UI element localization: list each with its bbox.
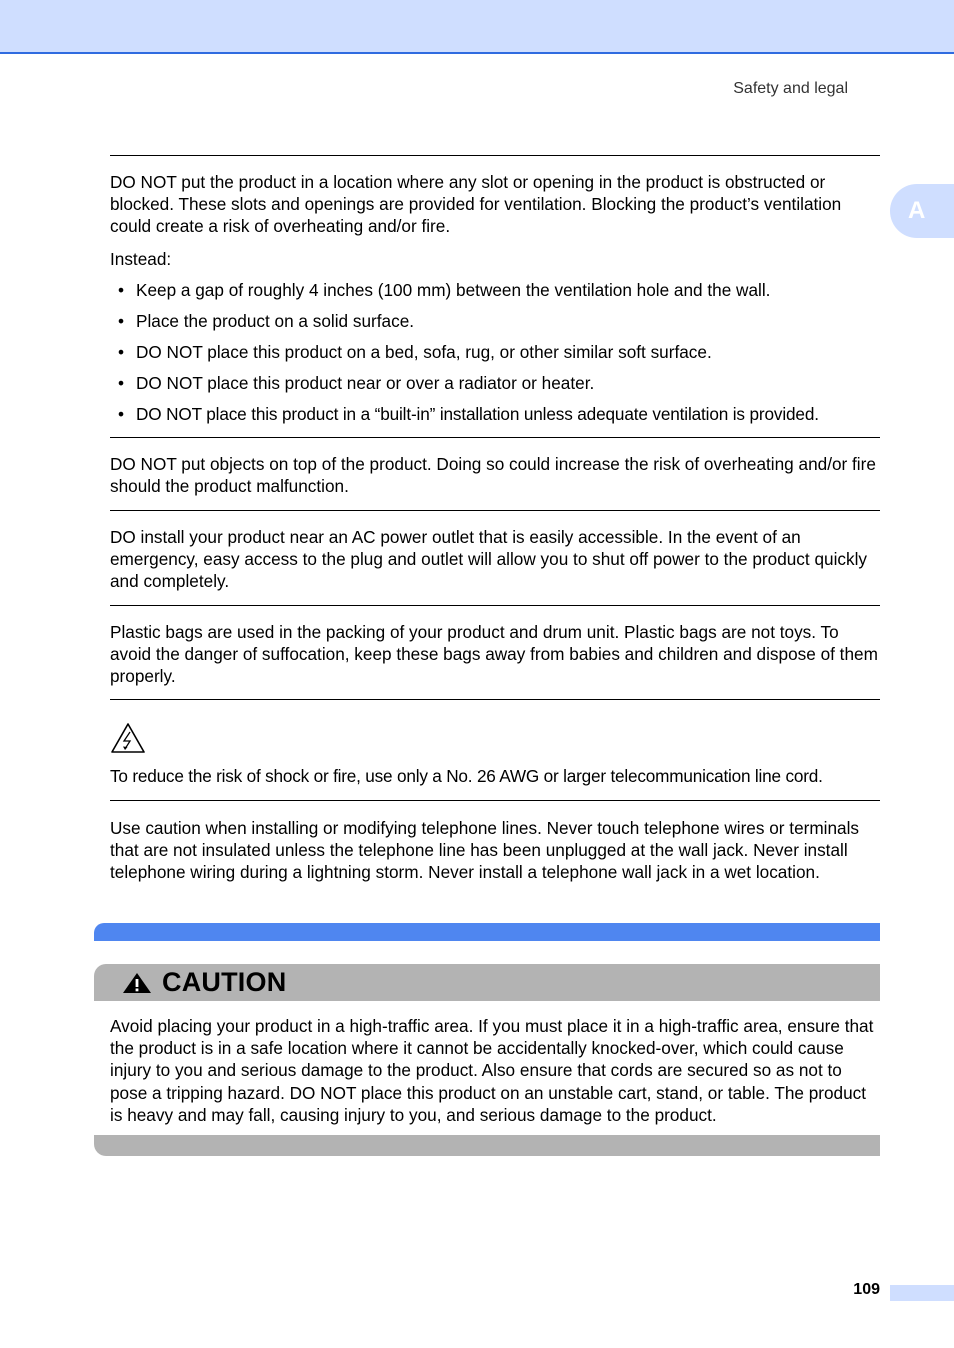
line-cord-text: To reduce the risk of shock or fire, use only a No. 26 AWG or larger telecommunication line cord. — [110, 766, 823, 786]
outlet-text: DO install your product near an AC power outlet that is easily accessible. In the event of an emergency, easy access to the plug and outlet will allow you to shut off power to the product quickly and completely. — [110, 527, 867, 592]
objects-text: DO NOT put objects on top of the product. Doing so could increase the risk of overheating and/or fire should the product malfunction. — [110, 454, 876, 497]
caution-section-end-bar — [94, 1135, 880, 1156]
bags-text: Plastic bags are used in the packing of your product and drum unit. Plastic bags are not toys. To avoid the danger of suffocation, keep these bags away from babies and children and dispose of them properly. — [110, 622, 878, 687]
warning-triangle-icon — [122, 972, 152, 994]
caution-text: Avoid placing your product in a high-traffic area. If you must place it in a high-traffic area, ensure that the product is in a safe location where it cannot be accidentally knocked-over, which could cause injury to you and serious damage to the product. Also ensure that cords are secured so as not to pose a tripping hazard. DO NOT place this product on an unstable cart, stand, or table. The product is heavy and may fall, causing injury to you, and serious damage to the product. — [110, 1016, 874, 1125]
caution-body — [110, 1015, 880, 1126]
caution-label: CAUTION — [162, 967, 287, 997]
telephone-warning — [110, 817, 880, 884]
line-cord-warning — [110, 722, 880, 787]
divider — [110, 800, 880, 801]
divider — [110, 699, 880, 700]
divider — [110, 437, 880, 438]
bullet-item: • Keep a gap of roughly 4 inches (100 mm) between the ventilation hole and the wall. — [110, 279, 880, 301]
caution-header — [94, 964, 880, 1001]
ventilation-text: DO NOT put the product in a location where any slot or opening in the product is obstructed or blocked. These slots and openings are provided for ventilation. Blocking the product’s ventilation could create a risk of overheating and/or fire. — [110, 172, 842, 237]
ventilation-warning — [110, 171, 880, 434]
bullet-item: • DO NOT place this product near or over a radiator or heater. — [110, 372, 880, 394]
bullet-item: • Place the product on a solid surface. — [110, 310, 880, 332]
outlet-warning — [110, 526, 880, 593]
ventilation-bullet-list — [110, 279, 880, 425]
telephone-text: Use caution when installing or modifying telephone lines. Never touch telephone wires or terminals that are not insulated unless the telephone line has been unplugged at the wall jack. Never install telephone wiring during a lightning storm. Never install a telephone wall jack in a wet location. — [110, 818, 860, 883]
divider — [110, 510, 880, 511]
objects-warning — [110, 453, 880, 497]
electrical-hazard-icon — [110, 722, 146, 754]
bags-warning — [110, 621, 880, 688]
divider — [110, 155, 880, 156]
divider — [110, 605, 880, 606]
bullet-item: • DO NOT place this product in a “built-in” installation unless adequate ventilation is provided. — [110, 403, 880, 425]
warning-section-end-bar — [94, 923, 880, 941]
header-band — [0, 0, 954, 54]
chapter-tab-letter: A — [908, 197, 926, 224]
section-title: Safety and legal — [733, 80, 848, 97]
bullet-item: • DO NOT place this product on a bed, sofa, rug, or other similar soft surface. — [110, 341, 880, 363]
chapter-tab — [890, 184, 954, 238]
instead-label: Instead: — [110, 248, 172, 269]
page-number-tab — [890, 1285, 954, 1301]
page-number: 109 — [853, 1281, 880, 1298]
